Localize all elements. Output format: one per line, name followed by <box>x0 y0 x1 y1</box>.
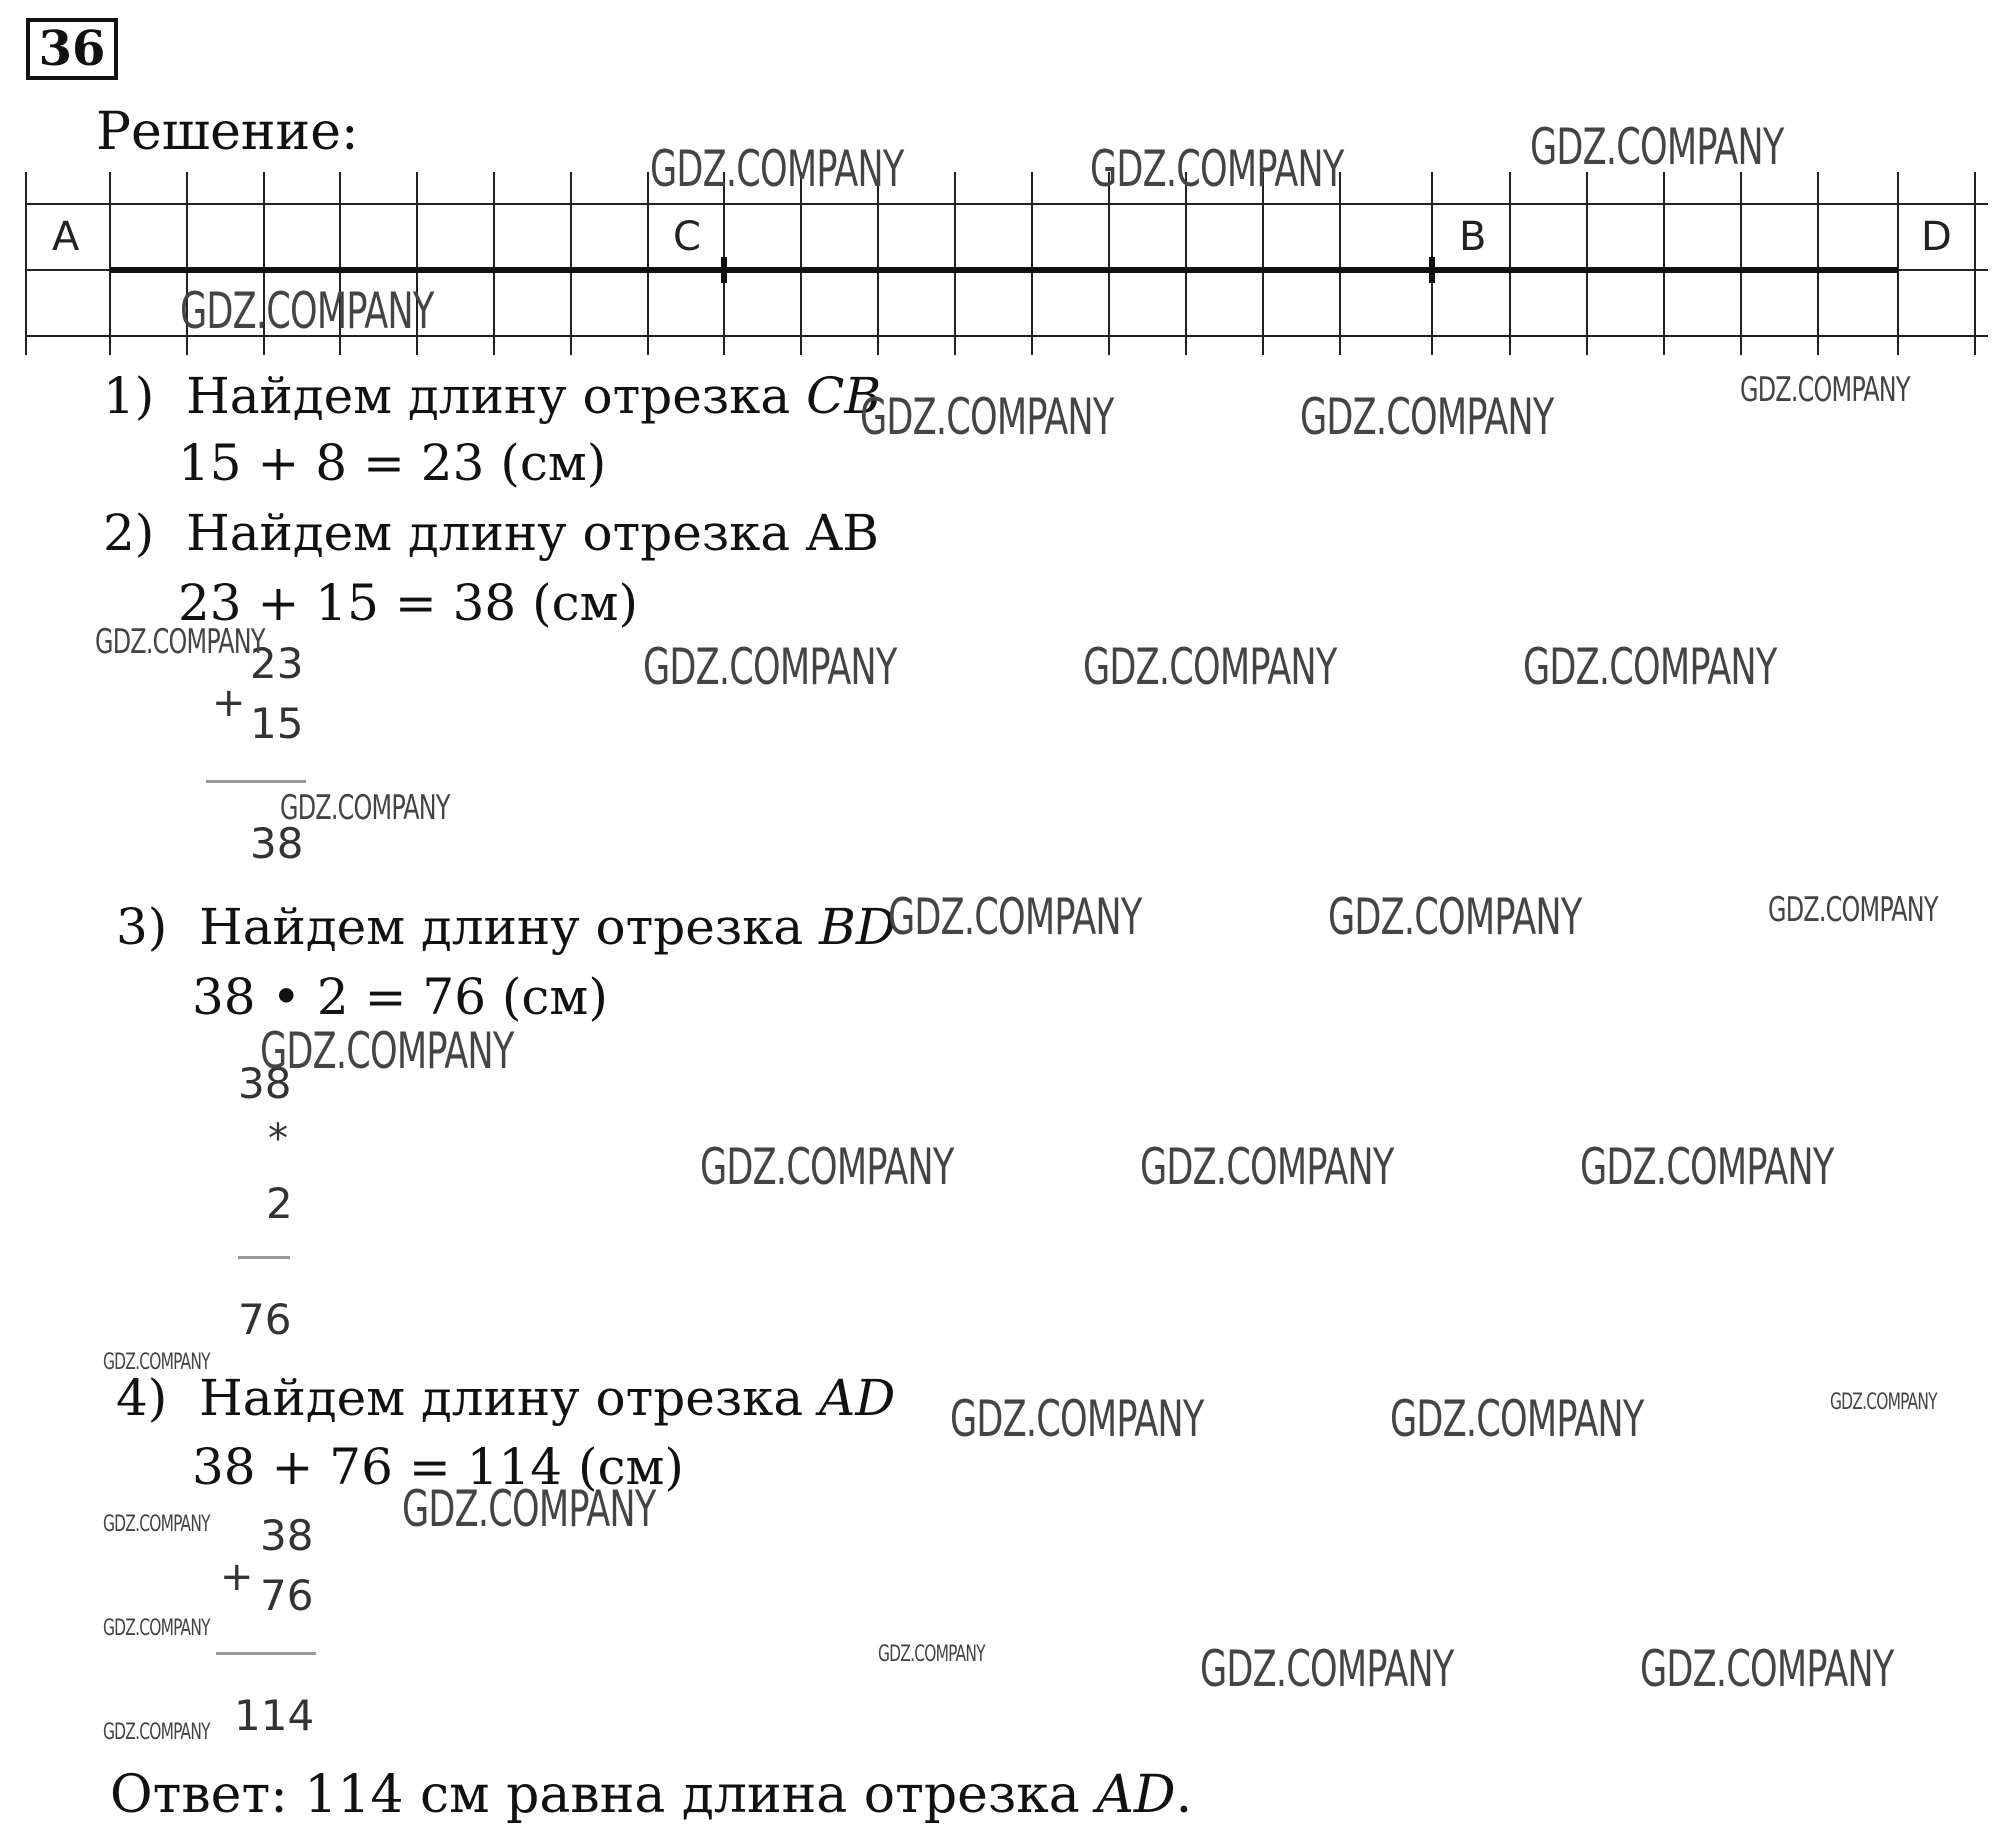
watermark: GDZ.COMPANY <box>650 140 904 198</box>
step-3-text: Найдем длину отрезка <box>199 898 820 956</box>
watermark: GDZ.COMPANY <box>700 1138 954 1196</box>
watermark: GDZ.COMPANY <box>1830 1390 1937 1415</box>
watermark: GDZ.COMPANY <box>860 388 1114 446</box>
step-1-segment: CB <box>806 367 882 425</box>
step-2-calc: 23 + 15 = 38 (см) <box>178 574 639 632</box>
step-1-number: 1) <box>103 367 155 425</box>
answer-end: . <box>1175 1765 1193 1825</box>
answer-line <box>110 1765 1192 1825</box>
watermark: GDZ.COMPANY <box>103 1720 210 1745</box>
column-calc-1-bottom: 15 <box>250 699 304 748</box>
watermark: GDZ.COMPANY <box>643 638 897 696</box>
watermark: GDZ.COMPANY <box>402 1480 656 1538</box>
point-label-b: B <box>1459 214 1487 260</box>
watermark: GDZ.COMPANY <box>1090 140 1344 198</box>
step-2-number: 2) <box>103 504 155 562</box>
step-4-segment: AD <box>819 1369 896 1427</box>
step-3-calc: 38 • 2 = 76 (см) <box>192 968 608 1026</box>
column-calc-1-rule <box>206 780 306 783</box>
watermark: GDZ.COMPANY <box>103 1350 210 1375</box>
watermark: GDZ.COMPANY <box>1300 388 1554 446</box>
step-1-title <box>103 365 881 427</box>
column-calc-1-top: 23 <box>250 639 304 688</box>
column-calc-3 <box>210 1512 330 1742</box>
answer-segment: AD <box>1096 1765 1176 1825</box>
problem-number: 36 <box>26 18 118 80</box>
column-calc-2-bottom: 2 <box>266 1179 293 1228</box>
column-calc-1 <box>200 640 320 870</box>
column-calc-2 <box>230 1060 330 1360</box>
column-calc-3-top: 38 <box>260 1511 314 1560</box>
watermark: GDZ.COMPANY <box>1768 890 1938 930</box>
watermark: GDZ.COMPANY <box>103 1512 210 1537</box>
step-3-title <box>116 896 896 958</box>
column-calc-3-result: 114 <box>234 1691 315 1740</box>
column-calc-2-result: 76 <box>238 1295 292 1344</box>
step-4-title <box>116 1367 895 1429</box>
watermark: GDZ.COMPANY <box>878 1642 985 1667</box>
step-3-number: 3) <box>116 898 168 956</box>
column-calc-2-top: 38 <box>238 1059 292 1108</box>
watermark: GDZ.COMPANY <box>103 1616 210 1641</box>
watermark: GDZ.COMPANY <box>888 888 1142 946</box>
watermark: GDZ.COMPANY <box>180 282 434 340</box>
point-label-c: C <box>673 214 701 260</box>
column-calc-3-operator: + <box>220 1554 254 1600</box>
solution-heading: Решение: <box>96 102 359 162</box>
watermark: GDZ.COMPANY <box>950 1390 1204 1448</box>
step-4-calc: 38 + 76 = 114 (см) <box>192 1438 684 1496</box>
watermark: GDZ.COMPANY <box>1523 638 1777 696</box>
watermark: GDZ.COMPANY <box>1530 118 1784 176</box>
step-2-text: Найдем длину отрезка AB <box>186 504 879 562</box>
column-calc-3-bottom: 76 <box>260 1571 314 1620</box>
watermark: GDZ.COMPANY <box>1140 1138 1394 1196</box>
point-label-a: A <box>52 214 80 260</box>
step-3-segment: BD <box>819 898 896 956</box>
watermark: GDZ.COMPANY <box>95 622 265 662</box>
watermark: GDZ.COMPANY <box>260 1022 514 1080</box>
watermark: GDZ.COMPANY <box>1390 1390 1644 1448</box>
column-calc-1-result: 38 <box>250 819 304 868</box>
watermark: GDZ.COMPANY <box>1580 1138 1834 1196</box>
step-4-text: Найдем длину отрезка <box>199 1369 820 1427</box>
column-calc-2-rule <box>238 1256 290 1259</box>
step-1-text: Найдем длину отрезка <box>186 367 807 425</box>
watermark: GDZ.COMPANY <box>1200 1640 1454 1698</box>
watermark: GDZ.COMPANY <box>1083 638 1337 696</box>
column-calc-1-operator: + <box>212 680 246 726</box>
answer-text: Ответ: 114 см равна длина отрезка <box>110 1765 1097 1825</box>
column-calc-2-operator: * <box>268 1116 288 1162</box>
watermark: GDZ.COMPANY <box>280 788 450 828</box>
step-4-number: 4) <box>116 1369 168 1427</box>
point-label-d: D <box>1921 214 1952 260</box>
step-1-calc: 15 + 8 = 23 (см) <box>178 434 607 492</box>
watermark: GDZ.COMPANY <box>1740 370 1910 410</box>
column-calc-3-rule <box>216 1652 316 1655</box>
watermark: GDZ.COMPANY <box>1328 888 1582 946</box>
step-2-title <box>103 502 879 564</box>
watermark: GDZ.COMPANY <box>1640 1640 1894 1698</box>
